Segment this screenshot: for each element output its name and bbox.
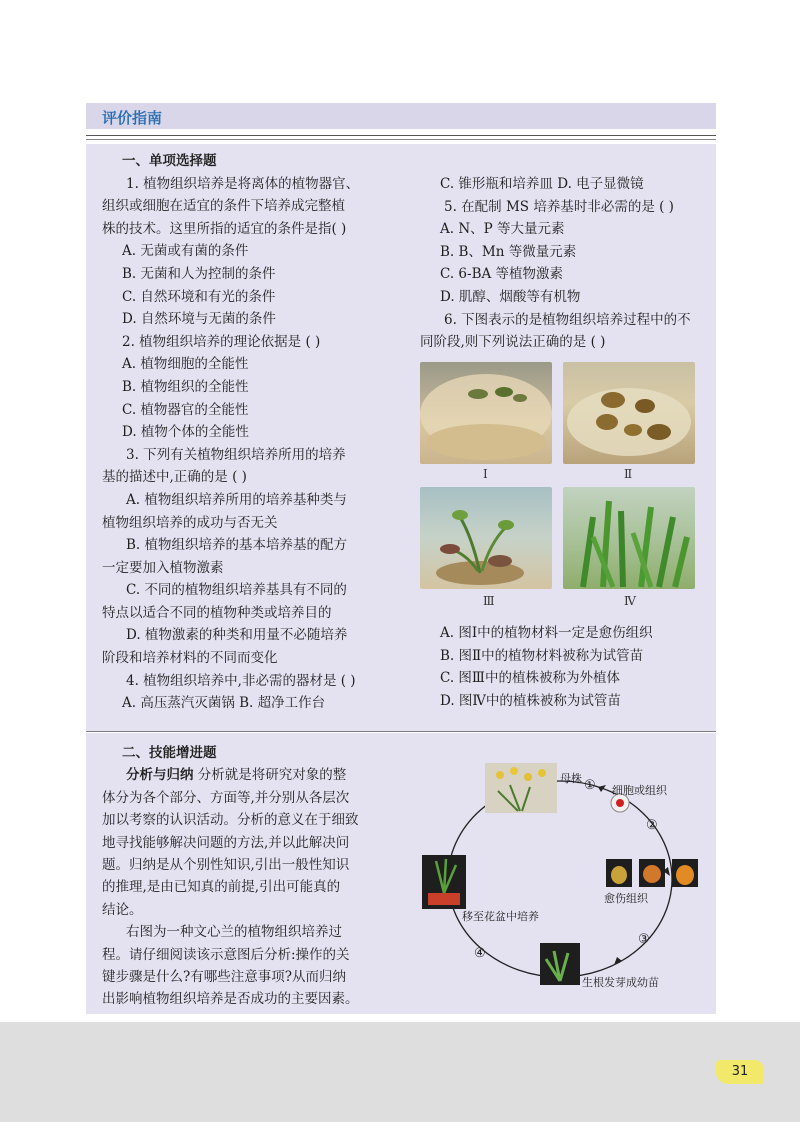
section1-q6-options [440,622,720,712]
text-line: 4. 植物组织培养中,非必需的器材是 ( ) [126,672,356,689]
photo-culture-stage-3 [420,487,552,589]
option-line: A. N、P 等大量元素 [440,221,565,238]
text-line [122,764,392,786]
section1-right-column [420,173,720,354]
step-number: ④ [474,946,486,961]
page-number: 31 [716,1060,764,1084]
text-line: 特点以适合不同的植物种类或培养目的 [102,604,332,621]
text-line: 1. 植物组织培养是将离体的植物器官、 [126,175,360,192]
section2-title: 二、技能增进题 [122,745,217,761]
option-line: C. 6-BA 等植物激素 [440,266,564,283]
text-line: 程。请仔细阅读该示意图后分析:操作的关 [102,946,350,963]
text-line: 植物组织培养的成功与否无关 [102,514,278,531]
section1-title: 一、单项选择题 [122,153,217,169]
option-line: B. 图Ⅱ中的植物材料被称为试管苗 [440,647,644,664]
option-line: C. 植物器官的全能性 [122,401,249,418]
text-line: 阶段和培养材料的不同而变化 [102,650,278,667]
text-line: 株的技术。这里所指的适宜的条件是指( ) [102,220,347,237]
option-line: D. 植物个体的全能性 [122,424,249,441]
text-line: 结论。 [102,901,143,918]
header-rule [86,135,716,136]
lead-rest: 分析就是将研究对象的整 [193,767,347,784]
option-line: C. 图Ⅲ中的植株被称为外植体 [440,670,620,687]
text-line: 地寻找能够解决问题的方法,并以此解决问 [102,834,350,851]
text-line: 6. 下图表示的是植物组织培养过程中的不 [444,311,691,328]
step-number: ② [646,818,658,833]
diagram-label-cell: 细胞或组织 [612,784,667,797]
option-line: A. 植物组织培养所用的培养基种类与 [126,491,347,508]
photo-caption: Ⅰ [483,467,488,481]
option-line: C. 不同的植物组织培养基具有不同的 [126,582,347,599]
option-line: D. 图Ⅳ中的植株被称为试管苗 [440,692,621,709]
option-line: B. 植物组织培养的基本培养基的配方 [126,537,348,554]
text-line: 键步骤是什么?有哪些注意事项?从而归纳 [102,969,346,986]
option-line: D. 自然环境与无菌的条件 [122,311,276,328]
step-number: ③ [638,932,650,947]
text-line: 题。归纳是从个别性知识,引出一般性知识 [102,857,350,874]
diagram-label-transplant: 移至花盆中培养 [462,910,539,923]
text-line: 基的描述中,正确的是 ( ) [102,469,247,486]
panel-divider [86,731,716,732]
step-number: ① [584,778,596,793]
text-line: 2. 植物组织培养的理论依据是 ( ) [122,333,321,350]
diagram-label-seedling: 生根发芽成幼苗 [582,976,659,989]
text-line: 5. 在配制 MS 培养基时非必需的是 ( ) [444,198,674,215]
lead-term: 分析与归纳 [126,767,194,784]
option-line: C. 自然环境和有光的条件 [122,288,276,305]
section2-text [102,742,392,1011]
petri-dish-explant-image [420,362,552,464]
option-line: A. 植物细胞的全能性 [122,356,249,373]
mother-plant-image [485,763,557,813]
text-line: 出影响植物组织培养是否成功的主要因素。 [102,991,359,1008]
section-header [86,103,716,129]
photo-caption: Ⅳ [624,594,636,608]
text-line: 组织或细胞在适宜的条件下培养成完整植 [102,198,345,215]
text-line: 的推理,是由已知真的前提,引出可能真的 [102,879,341,896]
callus-petri-image [563,362,695,464]
option-line: A. 图Ⅰ中的植物材料一定是愈伤组织 [440,625,653,641]
photo-caption: Ⅱ [624,467,633,481]
option-line: A. 高压蒸汽灭菌锅 B. 超净工作台 [122,695,326,712]
text-line: 3. 下列有关植物组织培养所用的培养 [126,446,346,463]
diagram-label-callus: 愈伤组织 [604,892,648,905]
test-tube-plantlets-image [563,487,695,589]
option-line: B. 无菌和人为控制的条件 [122,265,276,282]
shoot-culture-image [420,487,552,589]
photo-caption: Ⅲ [483,594,495,608]
text-line: 加以考察的认识活动。分析的意义在于细致 [102,812,359,829]
text-line: 一定要加入植物激素 [102,559,224,576]
arrow-head [614,957,622,965]
photo-culture-stage-4 [563,487,695,589]
photo-culture-stage-2 [563,362,695,464]
section1-left-column [102,150,392,715]
section-header-title: 评价指南 [102,109,163,127]
footer-band [0,1022,800,1122]
diagram-label-mother: 母株 [560,772,582,785]
option-line: B. 植物组织的全能性 [122,378,249,395]
header-rule [86,139,716,140]
text-line: 同阶段,则下列说法正确的是 ( ) [420,334,606,351]
option-line: A. 无菌或有菌的条件 [122,243,249,260]
option-line: B. B、Mn 等微量元素 [440,243,577,260]
option-line: C. 锥形瓶和培养皿 D. 电子显微镜 [440,176,644,192]
text-line: 右图为一种文心兰的植物组织培养过 [126,924,342,941]
photo-culture-stage-1 [420,362,552,464]
option-line: D. 植物激素的种类和用量不必随培养 [126,627,348,644]
option-line: D. 肌醇、烟酸等有机物 [440,288,581,305]
text-line: 体分为各个部分、方面等,并分别从各层次 [102,789,350,806]
